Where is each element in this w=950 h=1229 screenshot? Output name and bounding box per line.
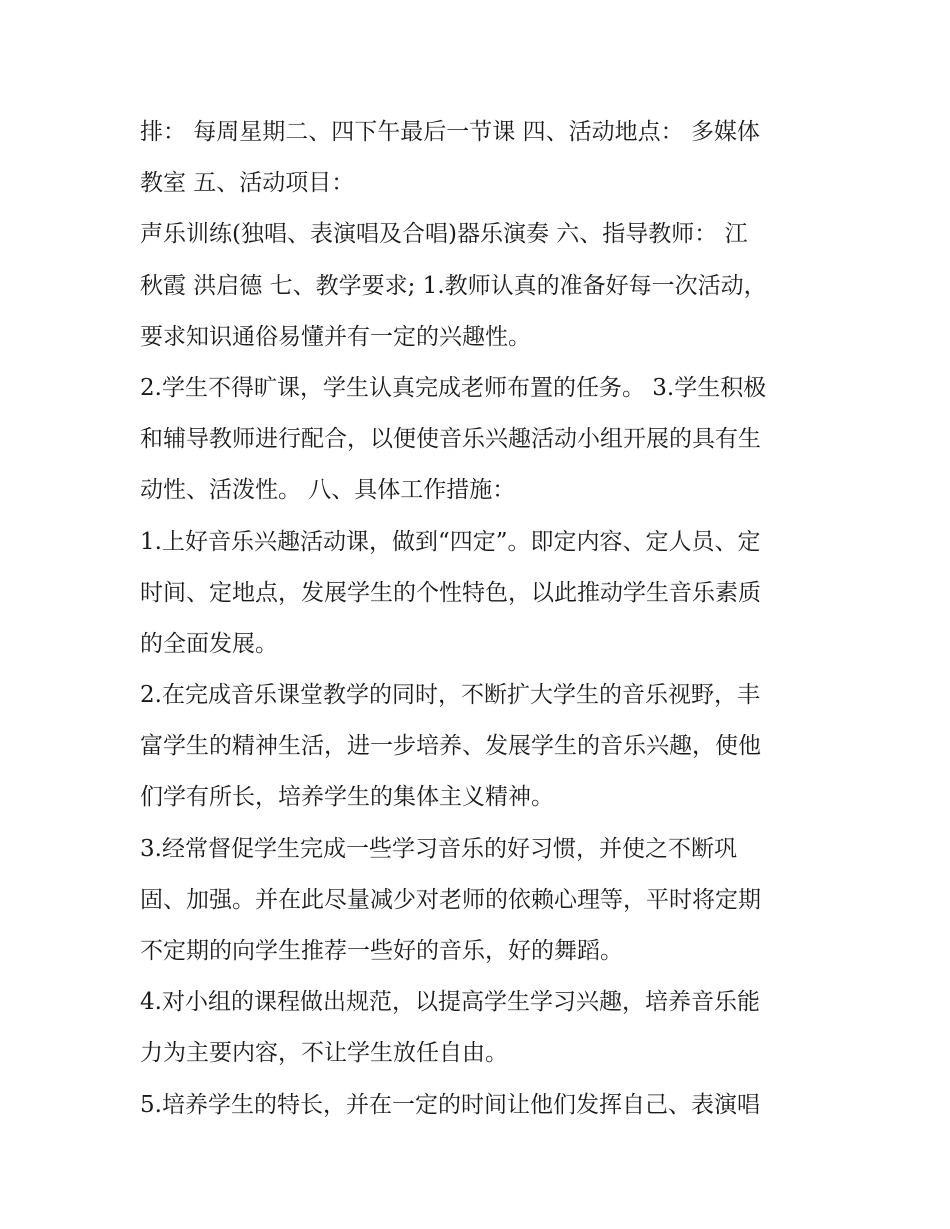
text-line: 4.对小组的课程做出规范，以提高学生学习兴趣，培养音乐能 <box>140 989 760 1016</box>
text-line: 2.学生不得旷课，学生认真完成老师布置的任务。 3.学生积极 <box>140 374 767 401</box>
text-line: 3.经常督促学生完成一些学习音乐的好习惯，并使之不断巩 <box>140 835 737 862</box>
text-line: 秋霞 洪启德 七、教学要求; 1.教师认真的准备好每一次活动， <box>140 272 767 299</box>
text-line: 5.培养学生的特长，并在一定的时间让他们发挥自己、表演唱 <box>140 1091 760 1118</box>
text-line: 教室 五、活动项目： <box>140 170 355 197</box>
text-line: 固、加强。并在此尽量减少对老师的依赖心理等，平时将定期 <box>140 886 761 913</box>
text-line: 的全面发展。 <box>140 630 278 657</box>
body-text <box>140 107 830 1131</box>
text-line: 们学有所长，培养学生的集体主义精神。 <box>140 784 554 811</box>
text-line: 1.上好音乐兴趣活动课，做到“四定”。即定内容、定人员、定 <box>140 528 761 555</box>
text-line: 动性、活泼性。 八、具体工作措施： <box>140 477 516 504</box>
text-line: 2.在完成音乐课堂教学的同时，不断扩大学生的音乐视野，丰 <box>140 682 760 709</box>
text-line: 不定期的向学生推荐一些好的音乐，好的舞蹈。 <box>140 938 623 964</box>
text-line: 排： 每周星期二、四下午最后一节课 四、活动地点： 多媒体 <box>140 119 760 145</box>
text-line: 声乐训练(独唱、表演唱及合唱)器乐演奏 六、指导教师： 江 <box>140 221 748 248</box>
text-line: 力为主要内容，不让学生放任自由。 <box>140 1040 508 1067</box>
text-line: 时间、定地点，发展学生的个性特色，以此推动学生音乐素质 <box>140 579 761 606</box>
text-line: 富学生的精神生活，进一步培养、发展学生的音乐兴趣，使他 <box>140 733 761 760</box>
text-line: 和辅导教师进行配合，以便使音乐兴趣活动小组开展的具有生 <box>140 426 761 453</box>
text-line: 要求知识通俗易懂并有一定的兴趣性。 <box>140 323 531 350</box>
